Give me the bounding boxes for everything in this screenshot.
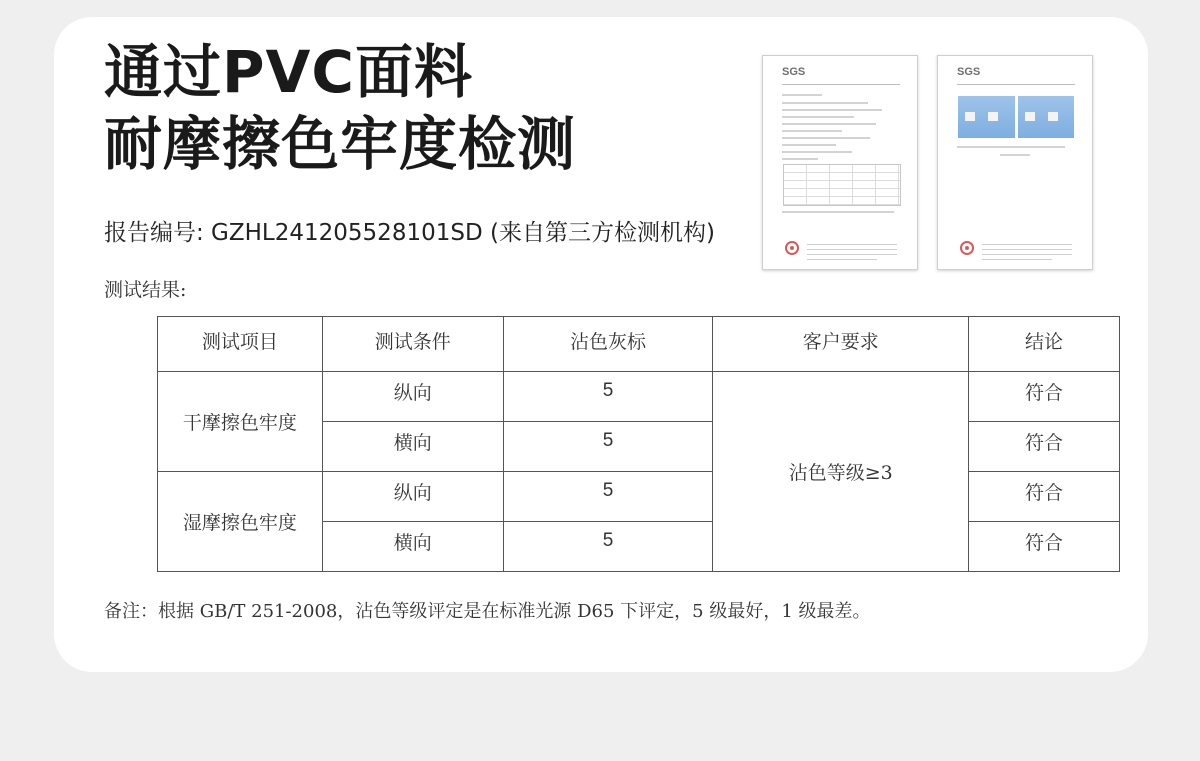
header-test-condition: 测试条件	[322, 317, 503, 372]
conclusion: 符合	[969, 472, 1120, 522]
footnote: 备注：根据 GB/T 251-2008，沾色等级评定是在标准光源 D65 下评定，5 级最好，1 级最差。	[104, 601, 871, 622]
header-stain-grade: 沾色灰标	[503, 317, 713, 372]
seal-icon	[960, 241, 974, 255]
sample-photo	[958, 96, 1015, 138]
sgs-logo: SGS	[782, 66, 806, 78]
header-conclusion: 结论	[969, 317, 1120, 372]
conclusion: 符合	[969, 372, 1120, 422]
seal-icon	[785, 241, 799, 255]
test-condition: 纵向	[322, 372, 503, 422]
conclusion: 符合	[969, 422, 1120, 472]
test-condition: 纵向	[322, 472, 503, 522]
results-table	[157, 316, 1120, 572]
title-line-2: 耐摩擦色牢度检测	[104, 110, 577, 178]
report-table-thumbnail	[783, 164, 901, 206]
sgs-logo: SGS	[957, 66, 981, 78]
test-condition: 横向	[322, 522, 503, 572]
test-condition: 横向	[322, 422, 503, 472]
table-row	[158, 372, 1120, 422]
stain-grade: 5	[503, 472, 713, 522]
stain-grade: 5	[503, 372, 713, 422]
conclusion: 符合	[969, 522, 1120, 572]
report-number: 报告编号: GZHL241205528101SD (来自第三方检测机构)	[104, 220, 715, 246]
stain-grade: 5	[503, 522, 713, 572]
header-test-item: 测试项目	[158, 317, 323, 372]
table-header-row	[158, 317, 1120, 372]
sgs-report-page-2	[937, 55, 1093, 270]
title-line-1: 通过PVC面料	[104, 38, 473, 106]
results-label: 测试结果:	[104, 279, 187, 301]
sample-photos	[958, 96, 1074, 138]
stain-grade: 5	[503, 422, 713, 472]
header-customer-requirement: 客户要求	[713, 317, 969, 372]
test-item-dry: 干摩擦色牢度	[158, 372, 323, 472]
customer-requirement: 沾色等级≥3	[713, 372, 969, 572]
page-title	[104, 36, 576, 180]
sgs-report-page-1	[762, 55, 918, 270]
table-row	[158, 472, 1120, 522]
test-item-wet: 湿摩擦色牢度	[158, 472, 323, 572]
sample-photo	[1018, 96, 1075, 138]
